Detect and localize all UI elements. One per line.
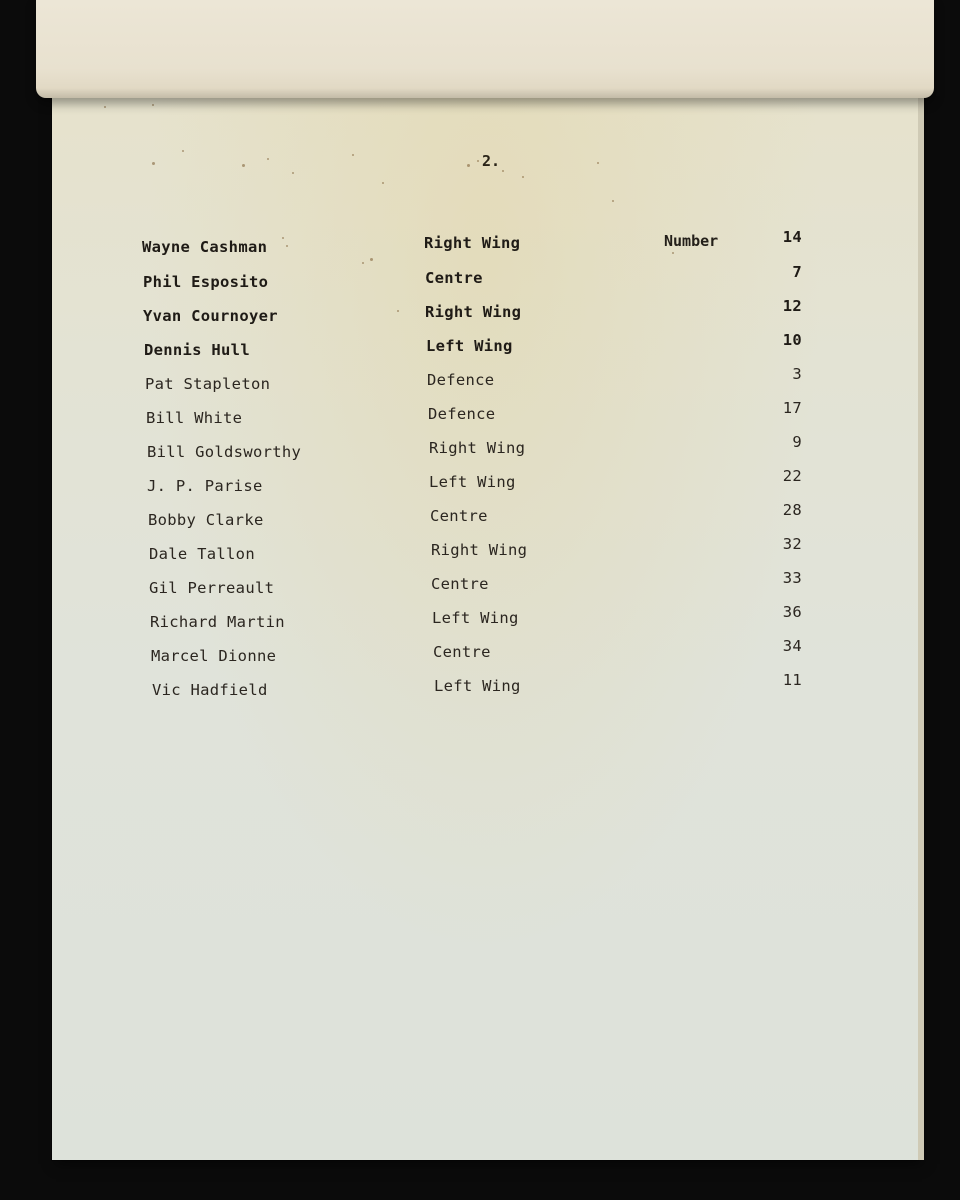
player-position: Defence xyxy=(427,371,495,389)
player-number: 3 xyxy=(792,365,802,383)
paper-stain xyxy=(362,262,364,264)
player-number: 7 xyxy=(792,263,802,281)
paper-stain xyxy=(522,176,524,178)
player-number: 10 xyxy=(782,331,802,349)
player-number: 28 xyxy=(782,501,802,519)
player-position: Right Wing xyxy=(424,234,521,252)
paper-stain xyxy=(502,170,504,172)
player-position: Left Wing xyxy=(434,677,521,695)
paper-stain xyxy=(397,310,399,312)
paper-stain xyxy=(267,158,269,160)
player-name: Bobby Clarke xyxy=(148,511,264,529)
player-position: Right Wing xyxy=(429,439,526,457)
player-number: 14 xyxy=(782,228,802,246)
player-number: 9 xyxy=(792,433,802,451)
roster-row xyxy=(52,671,918,711)
player-position: Left Wing xyxy=(432,609,519,627)
player-position: Centre xyxy=(433,643,491,661)
paper-stain xyxy=(382,182,384,184)
player-name: Gil Perreault xyxy=(149,579,275,597)
paper-stain xyxy=(672,252,674,254)
paper-stain xyxy=(352,154,354,156)
player-position: Centre xyxy=(430,507,488,525)
player-number: 12 xyxy=(782,297,802,315)
paper-stain xyxy=(612,200,614,202)
document-page xyxy=(52,92,918,1160)
player-name: Phil Esposito xyxy=(143,273,269,291)
page-edge xyxy=(918,92,924,1160)
paper-stain xyxy=(104,106,106,108)
player-name: J. P. Parise xyxy=(147,477,263,495)
player-number: 17 xyxy=(782,399,802,417)
player-position: Right Wing xyxy=(431,541,528,559)
player-position: Left Wing xyxy=(429,473,516,491)
player-name: Bill White xyxy=(146,409,243,427)
player-number: 32 xyxy=(782,535,802,553)
paper-stain xyxy=(282,237,284,239)
number-column-header: Number xyxy=(664,232,719,250)
player-number: 33 xyxy=(782,569,802,587)
player-name: Richard Martin xyxy=(150,613,285,631)
folded-back-page xyxy=(36,0,934,98)
player-position: Left Wing xyxy=(426,337,513,355)
paper-stain xyxy=(286,245,288,247)
player-name: Bill Goldsworthy xyxy=(147,443,302,461)
player-position: Centre xyxy=(425,269,483,287)
paper-stain xyxy=(467,164,470,167)
player-position: Centre xyxy=(431,575,489,593)
paper-stain xyxy=(477,160,479,162)
paper-stain xyxy=(292,172,294,174)
paper-stain xyxy=(597,162,599,164)
player-name: Pat Stapleton xyxy=(145,375,271,393)
player-number: 22 xyxy=(782,467,802,485)
paper-stain xyxy=(370,258,373,261)
paper-stain xyxy=(242,164,245,167)
player-name: Marcel Dionne xyxy=(151,647,277,665)
player-name: Wayne Cashman xyxy=(142,238,268,256)
paper-stain xyxy=(152,104,154,106)
player-position: Right Wing xyxy=(425,303,522,321)
player-name: Vic Hadfield xyxy=(152,681,268,699)
player-name: Dale Tallon xyxy=(149,545,255,563)
player-position: Defence xyxy=(428,405,496,423)
player-number: 36 xyxy=(782,603,802,621)
player-name: Dennis Hull xyxy=(144,341,250,359)
player-number: 34 xyxy=(782,637,802,655)
paper-stain xyxy=(182,150,184,152)
page-number: 2. xyxy=(482,152,501,170)
player-name: Yvan Cournoyer xyxy=(143,307,278,325)
player-number: 11 xyxy=(782,671,802,689)
paper-stain xyxy=(152,162,155,165)
